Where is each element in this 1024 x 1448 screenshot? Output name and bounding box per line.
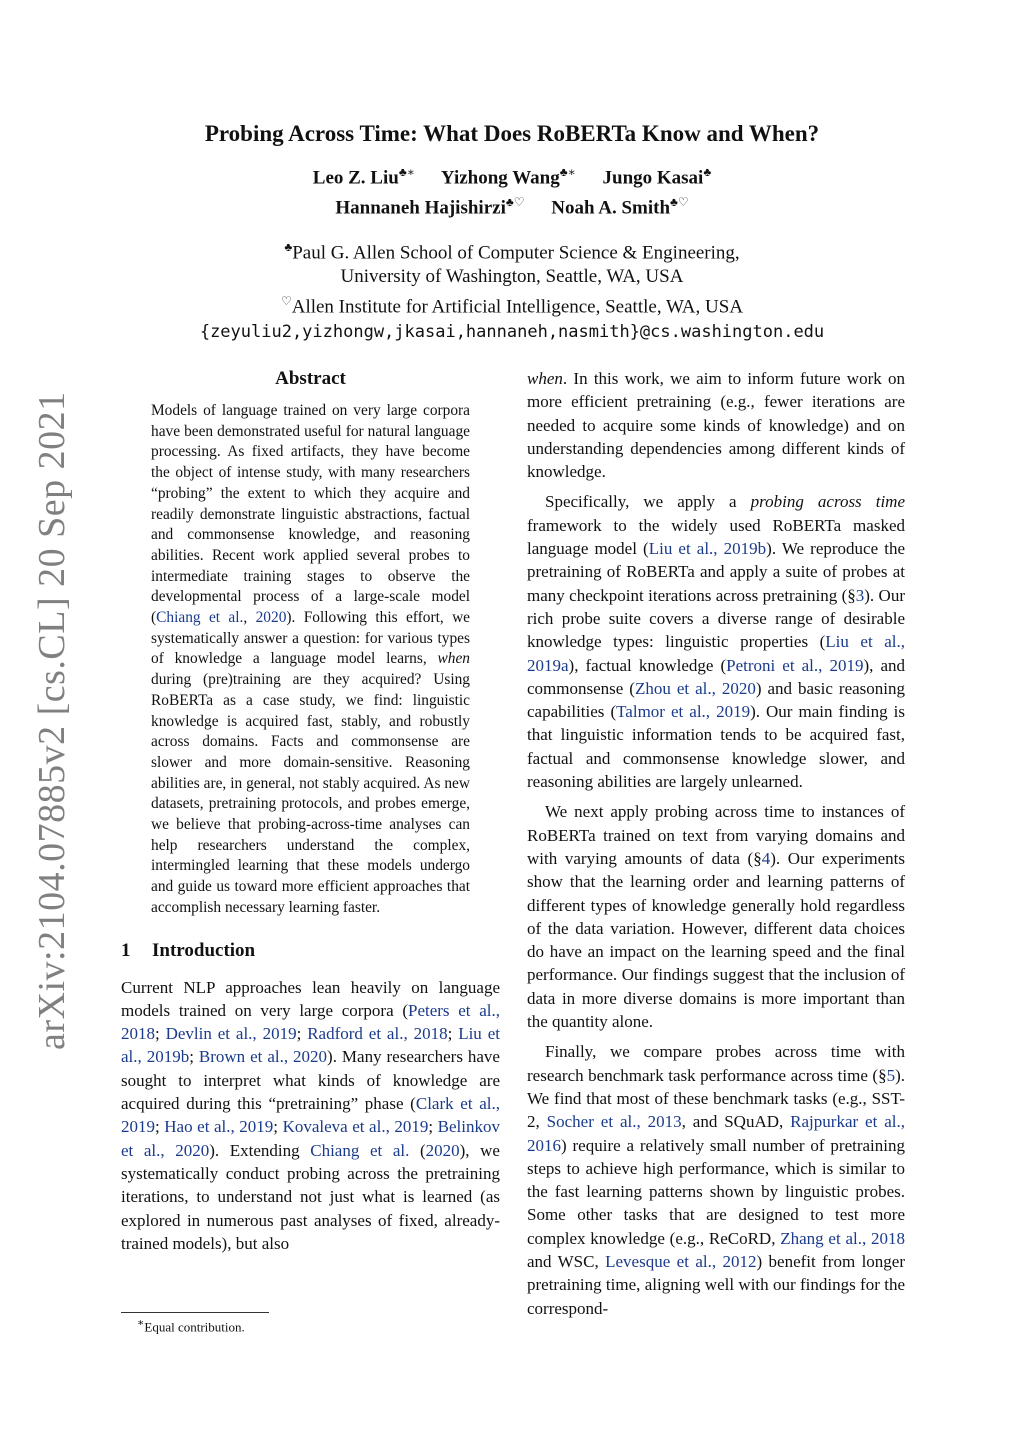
citation-link[interactable]: Hao et al., 2019: [164, 1117, 274, 1137]
intro-paragraph-1-continued: when. In this work, we aim to inform future work on more efficient pretraining (e.g., fewer iterations are needed to acquire some kinds of knowledge) and on understanding dependencies among different kinds of knowledge.: [527, 369, 905, 482]
citation-link[interactable]: Kovaleva et al., 2019: [282, 1117, 429, 1137]
citation-link[interactable]: Chiang et al.: [156, 609, 244, 627]
author-name: Noah A. Smith: [551, 197, 671, 219]
author-name: Yizhong Wang: [440, 167, 560, 189]
citation-link[interactable]: Rajpurkar et al., 2016: [527, 1112, 905, 1155]
citation-link[interactable]: Radford et al., 2018: [307, 1024, 448, 1044]
author-affiliation-mark: ♣∗: [398, 165, 415, 179]
section-reference-link[interactable]: 4: [761, 848, 771, 868]
affiliations: [0, 235, 1024, 320]
footnote: [121, 1312, 500, 1335]
section-title: Introduction: [152, 939, 256, 961]
intro-paragraph-4: Finally, we compare probes across time with research benchmark task performance across time (§5). We find that most of these benchmark tasks (e.g., SST-2, Socher et al., 2013, and SQuAD, Rajpurkar et al., 2016) require a relatively small number of pretraining steps to achieve high performance, which is similar to the fast learning patterns shown by linguistic probes. Some other tasks that are designed to test more complex knowledge (e.g., ReCoRD, Zhang et al., 2018 and WSC, Levesque et al., 2012) benefit from longer pretraining time, aligning well with our findings for the correspond-: [527, 1042, 905, 1318]
intro-paragraph-1: Current NLP approaches lean heavily on language models trained on very large corpora (Peters et al., 2018; Devlin et al., 2019; Radford et al., 2018; Liu et al., 2019b; Brown et al., 2020). Many researchers have sought to interpret what kinds of knowledge are acquired during this “pretraining” phase (Clark et al., 2019; Hao et al., 2019; Kovaleva et al., 2019; Belinkov et al., 2020). Extending Chiang et al. (2020), we systematically conduct probing across the pretraining iterations, to understand not just what is learned (as explored in numerous past analyses of fixed, already-trained models), but also: [121, 977, 500, 1253]
citation-link[interactable]: Clark et al., 2019: [121, 1094, 500, 1137]
author-list: [0, 160, 1024, 221]
footnote-rule: [121, 1312, 269, 1313]
section-reference-link[interactable]: 5: [886, 1065, 896, 1085]
citation-link[interactable]: Peters et al., 2018: [121, 1000, 500, 1044]
citation-link[interactable]: Belinkov et al., 2020: [121, 1117, 500, 1160]
intro-paragraph-2: Specifically, we apply a probing across time framework to the widely used RoBERTa masked language model (Liu et al., 2019b). We reproduce the pretraining of RoBERTa and apply a suite of probes at many checkpoint iterations across pretraining (§3). Our rich probe suite covers a diverse range of desirable knowledge types: linguistic properties (Liu et al., 2019a), factual knowledge (Petroni et al., 2019), and commonsense (Zhou et al., 2020) and basic reasoning capabilities (Talmor et al., 2019). Our main finding is that linguistic information tends to be acquired fast, factual and commonsense knowledge slower, and reasoning abilities are largely unlearned.: [527, 492, 906, 792]
affiliation-line: University of Washington, Seattle, WA, USA: [340, 265, 684, 287]
author-name: Jungo Kasai: [602, 167, 704, 189]
citation-link[interactable]: Socher et al., 2013: [546, 1112, 682, 1132]
affiliation-line: Allen Institute for Artificial Intelligence, Seattle, WA, USA: [291, 296, 744, 318]
citation-link[interactable]: Levesque et al., 2012: [605, 1251, 757, 1271]
citation-link[interactable]: 2020: [425, 1140, 460, 1160]
citation-link[interactable]: Chiang et al.: [310, 1140, 410, 1160]
citation-link[interactable]: Zhou et al., 2020: [634, 678, 756, 698]
paper-header: [0, 118, 1024, 344]
author-affiliation-mark: ♣: [703, 165, 712, 179]
author-affiliation-mark: ♣∗: [559, 165, 576, 179]
section-number: 1: [121, 939, 131, 961]
citation-link[interactable]: Liu et al., 2019a: [527, 632, 905, 675]
footnote-text: Equal contribution.: [144, 1319, 245, 1335]
author-affiliation-mark: ♣♡: [670, 195, 689, 210]
citation-link[interactable]: Devlin et al., 2019: [165, 1024, 297, 1044]
left-column: [121, 367, 500, 1255]
affiliation-mark: ♡: [280, 293, 292, 308]
affiliation-mark: ♣: [284, 239, 293, 254]
citation-link[interactable]: Talmor et al., 2019: [616, 702, 751, 722]
citation-link[interactable]: Petroni et al., 2019: [726, 655, 864, 675]
abstract-heading: Abstract: [275, 368, 346, 389]
citation-link[interactable]: Zhang et al., 2018: [780, 1228, 905, 1248]
right-column: [527, 367, 905, 1320]
author-emails: {zeyuliu2,yizhongw,jkasai,hannaneh,nasmith}@cs.washington.edu: [199, 322, 825, 343]
abstract-text: Models of language trained on very large corpora have been demonstrated useful for natural language processing. As fixed artifacts, they have become the object of intense study, with many researchers “probing” the extent to which they acquire and readily demonstrate linguistic abstractions, factual and commonsense knowledge, and reasoning abilities. Recent work applied several probes to intermediate training stages to observe the developmental process of a large-scale model (Chiang et al., 2020). Following this effort, we systematically answer a question: for various types of knowledge a language model learns, when during (pre)training are they acquired? Using RoBERTa as a case study, we find: linguistic knowledge is acquired fast, stably, and robustly across domains. Facts and commonsense are slower and more domain-sensitive. Reasoning abilities are, in general, not stably acquired. As new datasets, pretraining protocols, and probes emerge, we believe that probing-across-time analyses can help researchers understand the complex, intermingled learning that these models undergo and guide us toward more efficient approaches that accomplish necessary learning faster.: [151, 402, 471, 916]
paper-title: Probing Across Time: What Does RoBERTa Know and When?: [204, 121, 820, 146]
citation-link[interactable]: 2020: [255, 609, 287, 627]
footnote-mark: ∗: [137, 1317, 145, 1329]
citation-link[interactable]: Brown et al., 2020: [198, 1047, 328, 1067]
author-affiliation-mark: ♣♡: [505, 195, 525, 210]
citation-link[interactable]: Liu et al., 2019b: [121, 1024, 500, 1067]
section-heading-introduction: [121, 939, 500, 963]
arxiv-identifier-stamp: arXiv:2104.07885v2 [cs.CL] 20 Sep 2021: [31, 391, 73, 1050]
author-name: Leo Z. Liu: [312, 167, 399, 189]
intro-paragraph-3: We next apply probing across time to instances of RoBERTa trained on text from varying domains and with varying amounts of data (§4). Our experiments show that the learning order and learning patterns of different types of knowledge generally hold regardless of the data variation. However, different data choices do have an impact on the learning speed and the final performance. Our findings suggest that the inclusion of data in more diverse domains is more important than the quantity alone.: [527, 802, 905, 1032]
section-reference-link[interactable]: 3: [855, 585, 865, 605]
author-name: Hannaneh Hajishirzi: [335, 197, 506, 219]
affiliation-line: Paul G. Allen School of Computer Science & Engineering,: [292, 241, 740, 263]
citation-link[interactable]: Liu et al., 2019b: [648, 539, 767, 559]
